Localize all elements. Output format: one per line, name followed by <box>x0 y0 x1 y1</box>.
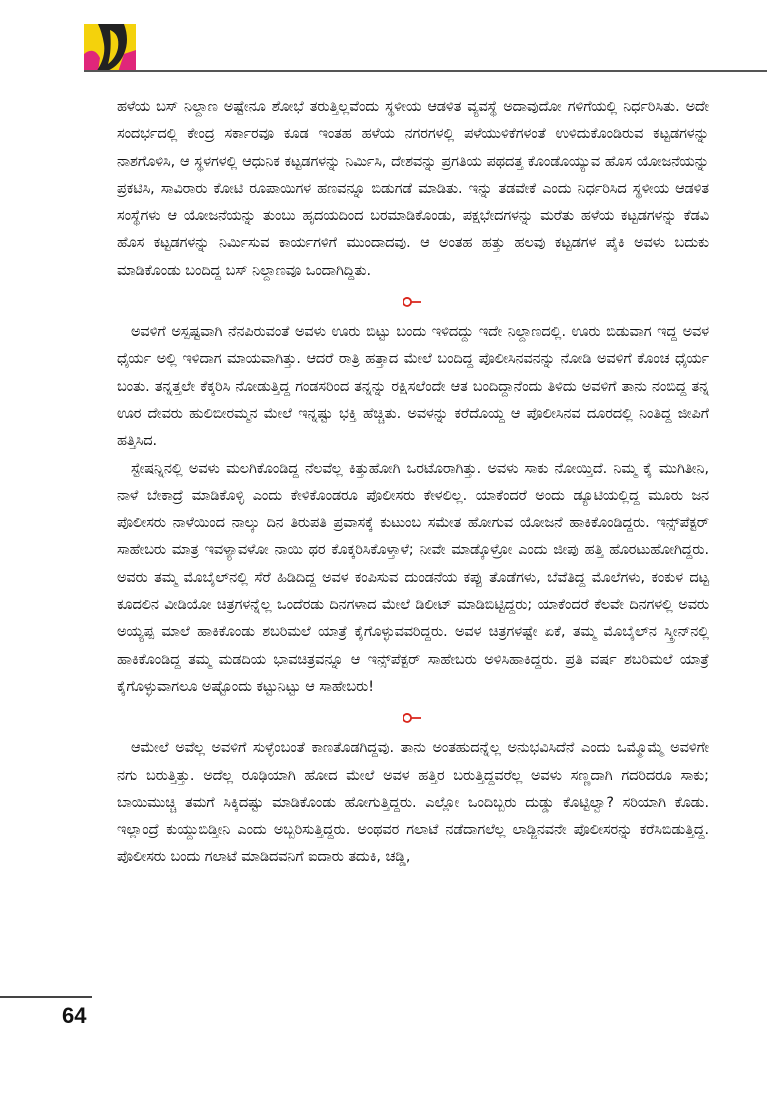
ornament-icon <box>403 296 423 308</box>
section-separator <box>117 285 709 319</box>
footer-rule <box>0 996 92 998</box>
article-body <box>117 94 709 872</box>
section-separator <box>117 701 709 735</box>
paragraph: ಹಳೆಯ ಬಸ್ ನಿಲ್ದಾಣ ಅಷ್ಟೇನೂ ಶೋಭೆ ತರುತ್ತಿಲ್ಲವೆಂದು ಸ್ಥಳೀಯ ಆಡಳಿತ ವ್ಯವಸ್ಥೆ ಅದಾವುದೋ ಗಳಿಗೆಯಲ್ಲಿ ನಿರ್ಧರಿಸಿತು. ಅದೇ ಸಂದರ್ಭದಲ್ಲಿ ಕೇಂದ್ರ ಸರ್ಕಾರವೂ ಕೂಡ ಇಂತಹ ಹಳೆಯ ನಗರಗಳಲ್ಲಿ ಪಳೆಯುಳಿಕೆಗಳಂತೆ ಉಳಿದುಕೊಂಡಿರುವ ಕಟ್ಟಡಗಳನ್ನು ನಾಶಗೊಳಿಸಿ, ಆ ಸ್ಥಳಗಳಲ್ಲಿ ಆಧುನಿಕ ಕಟ್ಟಡಗಳನ್ನು ನಿರ್ಮಿಸಿ, ದೇಶವನ್ನು ಪ್ರಗತಿಯ ಪಥದತ್ತ ಕೊಂಡೊಯ್ಯುವ ಹೊಸ ಯೋಜನೆಯನ್ನು ಪ್ರಕಟಿಸಿ, ಸಾವಿರಾರು ಕೋಟಿ ರೂಪಾಯಿಗಳ ಹಣವನ್ನೂ ಬಿಡುಗಡೆ ಮಾಡಿತು. ಇನ್ನು ತಡವೇಕೆ ಎಂದು ನಿರ್ಧರಿಸಿದ ಸ್ಥಳೀಯ ಆಡಳಿತ ಸಂಸ್ಥೆಗಳು ಆ ಯೋಜನೆಯನ್ನು ತುಂಬು ಹೃದಯದಿಂದ ಬರಮಾಡಿಕೊಂಡು, ಪಕ್ಷಭೇದಗಳನ್ನು ಮರೆತು ಹಳೆಯ ಕಟ್ಟಡಗಳನ್ನು ಕೆಡವಿ ಹೊಸ ಕಟ್ಟಡಗಳನ್ನು ನಿರ್ಮಿಸುವ ಕಾರ್ಯಗಳಿಗೆ ಮುಂದಾದವು. ಆ ಅಂತಹ ಹತ್ತು ಹಲವು ಕಟ್ಟಡಗಳ ಪೈಕಿ ಅವಳು ಬದುಕು ಮಾಡಿಕೊಂಡು ಬಂದಿದ್ದ ಬಸ್ ನಿಲ್ದಾಣವೂ ಒಂದಾಗಿದ್ದಿತು. <box>117 99 709 279</box>
paragraph: ಆಮೇಲೆ ಅವೆಲ್ಲ ಅವಳಿಗೆ ಸುಳ್ಳೆಂಬಂತೆ ಕಾಣತೊಡಗಿದ್ದವು. ತಾನು ಅಂತಹುದನ್ನೆಲ್ಲ ಅನುಭವಿಸಿದೆನೆ ಎಂದು ಒಮ್ಮೊಮ್ಮೆ ಅವಳಿಗೇ ನಗು ಬರುತ್ತಿತ್ತು. ಅದೆಲ್ಲ ರೂಢಿಯಾಗಿ ಹೋದ ಮೇಲೆ ಅವಳ ಹತ್ತಿರ ಬರುತ್ತಿದ್ದವರೆಲ್ಲ ಅವಳು ಸಣ್ಣದಾಗಿ ಗದರಿದರೂ ಸಾಕು; ಬಾಯಿಮುಚ್ಚಿ ತಮಗೆ ಸಿಕ್ಕಿದಷ್ಟು ಮಾಡಿಕೊಂಡು ಹೋಗುತ್ತಿದ್ದರು. ಎಲ್ಲೋ ಒಂದಿಬ್ಬರು ದುಡ್ಡು ಕೊಟ್ಟಿಲ್ವಾ? ಸರಿಯಾಗಿ ಕೊಡು. ಇಲ್ಲಾಂದ್ರೆ ಕುಯ್ದುಬಿಡ್ತೀನಿ ಎಂದು ಅಬ್ಬರಿಸುತ್ತಿದ್ದರು. ಅಂಥವರ ಗಲಾಟೆ ನಡೆದಾಗಲೆಲ್ಲ ಲಾಡ್ಜಿನವನೇ ಪೊಲೀಸರನ್ನು ಕರೆಸಿಬಿಡುತ್ತಿದ್ದ. ಪೊಲೀಸರು ಬಂದು ಗಲಾಟೆ ಮಾಡಿದವನಿಗೆ ಐದಾರು ತದುಕಿ, ಚಡ್ಡಿ, <box>117 740 709 866</box>
magazine-logo <box>84 24 136 72</box>
page-number: 64 <box>62 1003 87 1028</box>
paragraph: ಸ್ಟೇಷನ್ನಿನಲ್ಲಿ ಅವಳು ಮಲಗಿಕೊಂಡಿದ್ದ ನೆಲವೆಲ್ಲ ಕಿತ್ತುಹೋಗಿ ಒರಟೊರಾಗಿತ್ತು. ಅವಳು ಸಾಕು ನೋಯ್ತಿದೆ. ನಿಮ್ಮ ಕೈ ಮುಗಿತೀನಿ, ನಾಳೆ ಬೇಕಾದ್ರೆ ಮಾಡಿಕೊಳ್ಳಿ ಎಂದು ಕೇಳಿಕೊಂಡರೂ ಪೊಲೀಸರು ಕೇಳಲಿಲ್ಲ. ಯಾಕೆಂದರೆ ಅಂದು ಡ್ಯೂಟಿಯಲ್ಲಿದ್ದ ಮೂರು ಜನ ಪೊಲೀಸರು ನಾಳೆಯಿಂದ ನಾಲ್ಕು ದಿನ ತಿರುಪತಿ ಪ್ರವಾಸಕ್ಕೆ ಕುಟುಂಬ ಸಮೇತ ಹೋಗುವ ಯೋಜನೆ ಹಾಕಿಕೊಂಡಿದ್ದರು. ಇನ್ಸ್‌ಪೆಕ್ಟರ್ ಸಾಹೇಬರು ಮಾತ್ರ ಇವಳ್ಯಾವಳೋ ನಾಯಿ ಥರ ಕೊಕ್ಕರಿಸಿಕೊಳ್ತಾಳೆ; ನೀವೇ ಮಾಡ್ಕೊಳ್ರೋ ಎಂದು ಜೀಪು ಹತ್ತಿ ಹೊರಟುಹೋಗಿದ್ದರು. ಅವರು ತಮ್ಮ ಮೊಬೈಲ್‌ನಲ್ಲಿ ಸೆರೆ ಹಿಡಿದಿದ್ದ ಅವಳ ಕಂಪಿಸುವ ದುಂಡನೆಯ ಕಪ್ಪು ತೊಡೆಗಳು, ಬೆವೆತಿದ್ದ ಮೊಲೆಗಳು, ಕಂಕುಳ ದಟ್ಟ ಕೂದಲಿನ ವೀಡಿಯೋ ಚಿತ್ರಗಳನ್ನೆಲ್ಲ ಒಂದೆರಡು ದಿನಗಳಾದ ಮೇಲೆ ಡಿಲೀಟ್ ಮಾಡಿಬಿಟ್ಟಿದ್ದರು; ಯಾಕೆಂದರೆ ಕೆಲವೇ ದಿನಗಳಲ್ಲಿ ಅವರು ಅಯ್ಯಪ್ಪ ಮಾಲೆ ಹಾಕಿಕೊಂಡು ಶಬರಿಮಲೆ ಯಾತ್ರೆ ಕೈಗೊಳ್ಳುವವರಿದ್ದರು. ಅವಳ ಚಿತ್ರಗಳಷ್ಟೇ ಏಕೆ, ತಮ್ಮ ಮೊಬೈಲ್‌ನ ಸ್ಕ್ರೀನ್‌ನಲ್ಲಿ ಹಾಕಿಕೊಂಡಿದ್ದ ತಮ್ಮ ಮಡದಿಯ ಭಾವಚಿತ್ರವನ್ನೂ ಆ ಇನ್ಸ್‌ಪೆಕ್ಟರ್ ಸಾಹೇಬರು ಅಳಿಸಿಹಾಕಿದ್ದರು. ಪ್ರತಿ ವರ್ಷ ಶಬರಿಮಲೆ ಯಾತ್ರೆ ಕೈಗೊಳ್ಳುವಾಗಲೂ ಅಷ್ಟೊಂದು ಕಟ್ಟುನಿಟ್ಟು ಆ ಸಾಹೇಬರು! <box>117 460 709 695</box>
paragraph: ಅವಳಿಗೆ ಅಸ್ಪಷ್ಟವಾಗಿ ನೆನಪಿರುವಂತೆ ಅವಳು ಊರು ಬಿಟ್ಟು ಬಂದು ಇಳಿದದ್ದು ಇದೇ ನಿಲ್ದಾಣದಲ್ಲಿ. ಊರು ಬಿಡುವಾಗ ಇದ್ದ ಅವಳ ಧೈರ್ಯ ಅಲ್ಲಿ ಇಳಿದಾಗ ಮಾಯವಾಗಿತ್ತು. ಆದರೆ ರಾತ್ರಿ ಹತ್ತಾದ ಮೇಲೆ ಬಂದಿದ್ದ ಪೊಲೀಸಿನವನನ್ನು ನೋಡಿ ಅವಳಿಗೆ ಕೊಂಚ ಧೈರ್ಯ ಬಂತು. ತನ್ನತ್ತಲೇ ಕೆಕ್ಕರಿಸಿ ನೋಡುತ್ತಿದ್ದ ಗಂಡಸರಿಂದ ತನ್ನನ್ನು ರಕ್ಷಿಸಲೆಂದೇ ಆತ ಬಂದಿದ್ದಾನೆಂದು ತಿಳಿದು ಅವಳಿಗೆ ತಾನು ನಂಬಿದ್ದ ತನ್ನ ಊರ ದೇವರು ಹುಲಿಬೀರಮ್ಮನ ಮೇಲೆ ಇನ್ನಷ್ಟು ಭಕ್ತಿ ಹೆಚ್ಚಿತು. ಅವಳನ್ನು ಕರೆದೊಯ್ದ ಆ ಪೊಲೀಸಿನವ ದೂರದಲ್ಲಿ ನಿಂತಿದ್ದ ಜೀಪಿಗೆ ಹತ್ತಿಸಿದ. <box>117 324 709 450</box>
face-logo-icon <box>84 24 136 72</box>
header-rule <box>84 70 767 72</box>
ornament-icon <box>403 712 423 724</box>
